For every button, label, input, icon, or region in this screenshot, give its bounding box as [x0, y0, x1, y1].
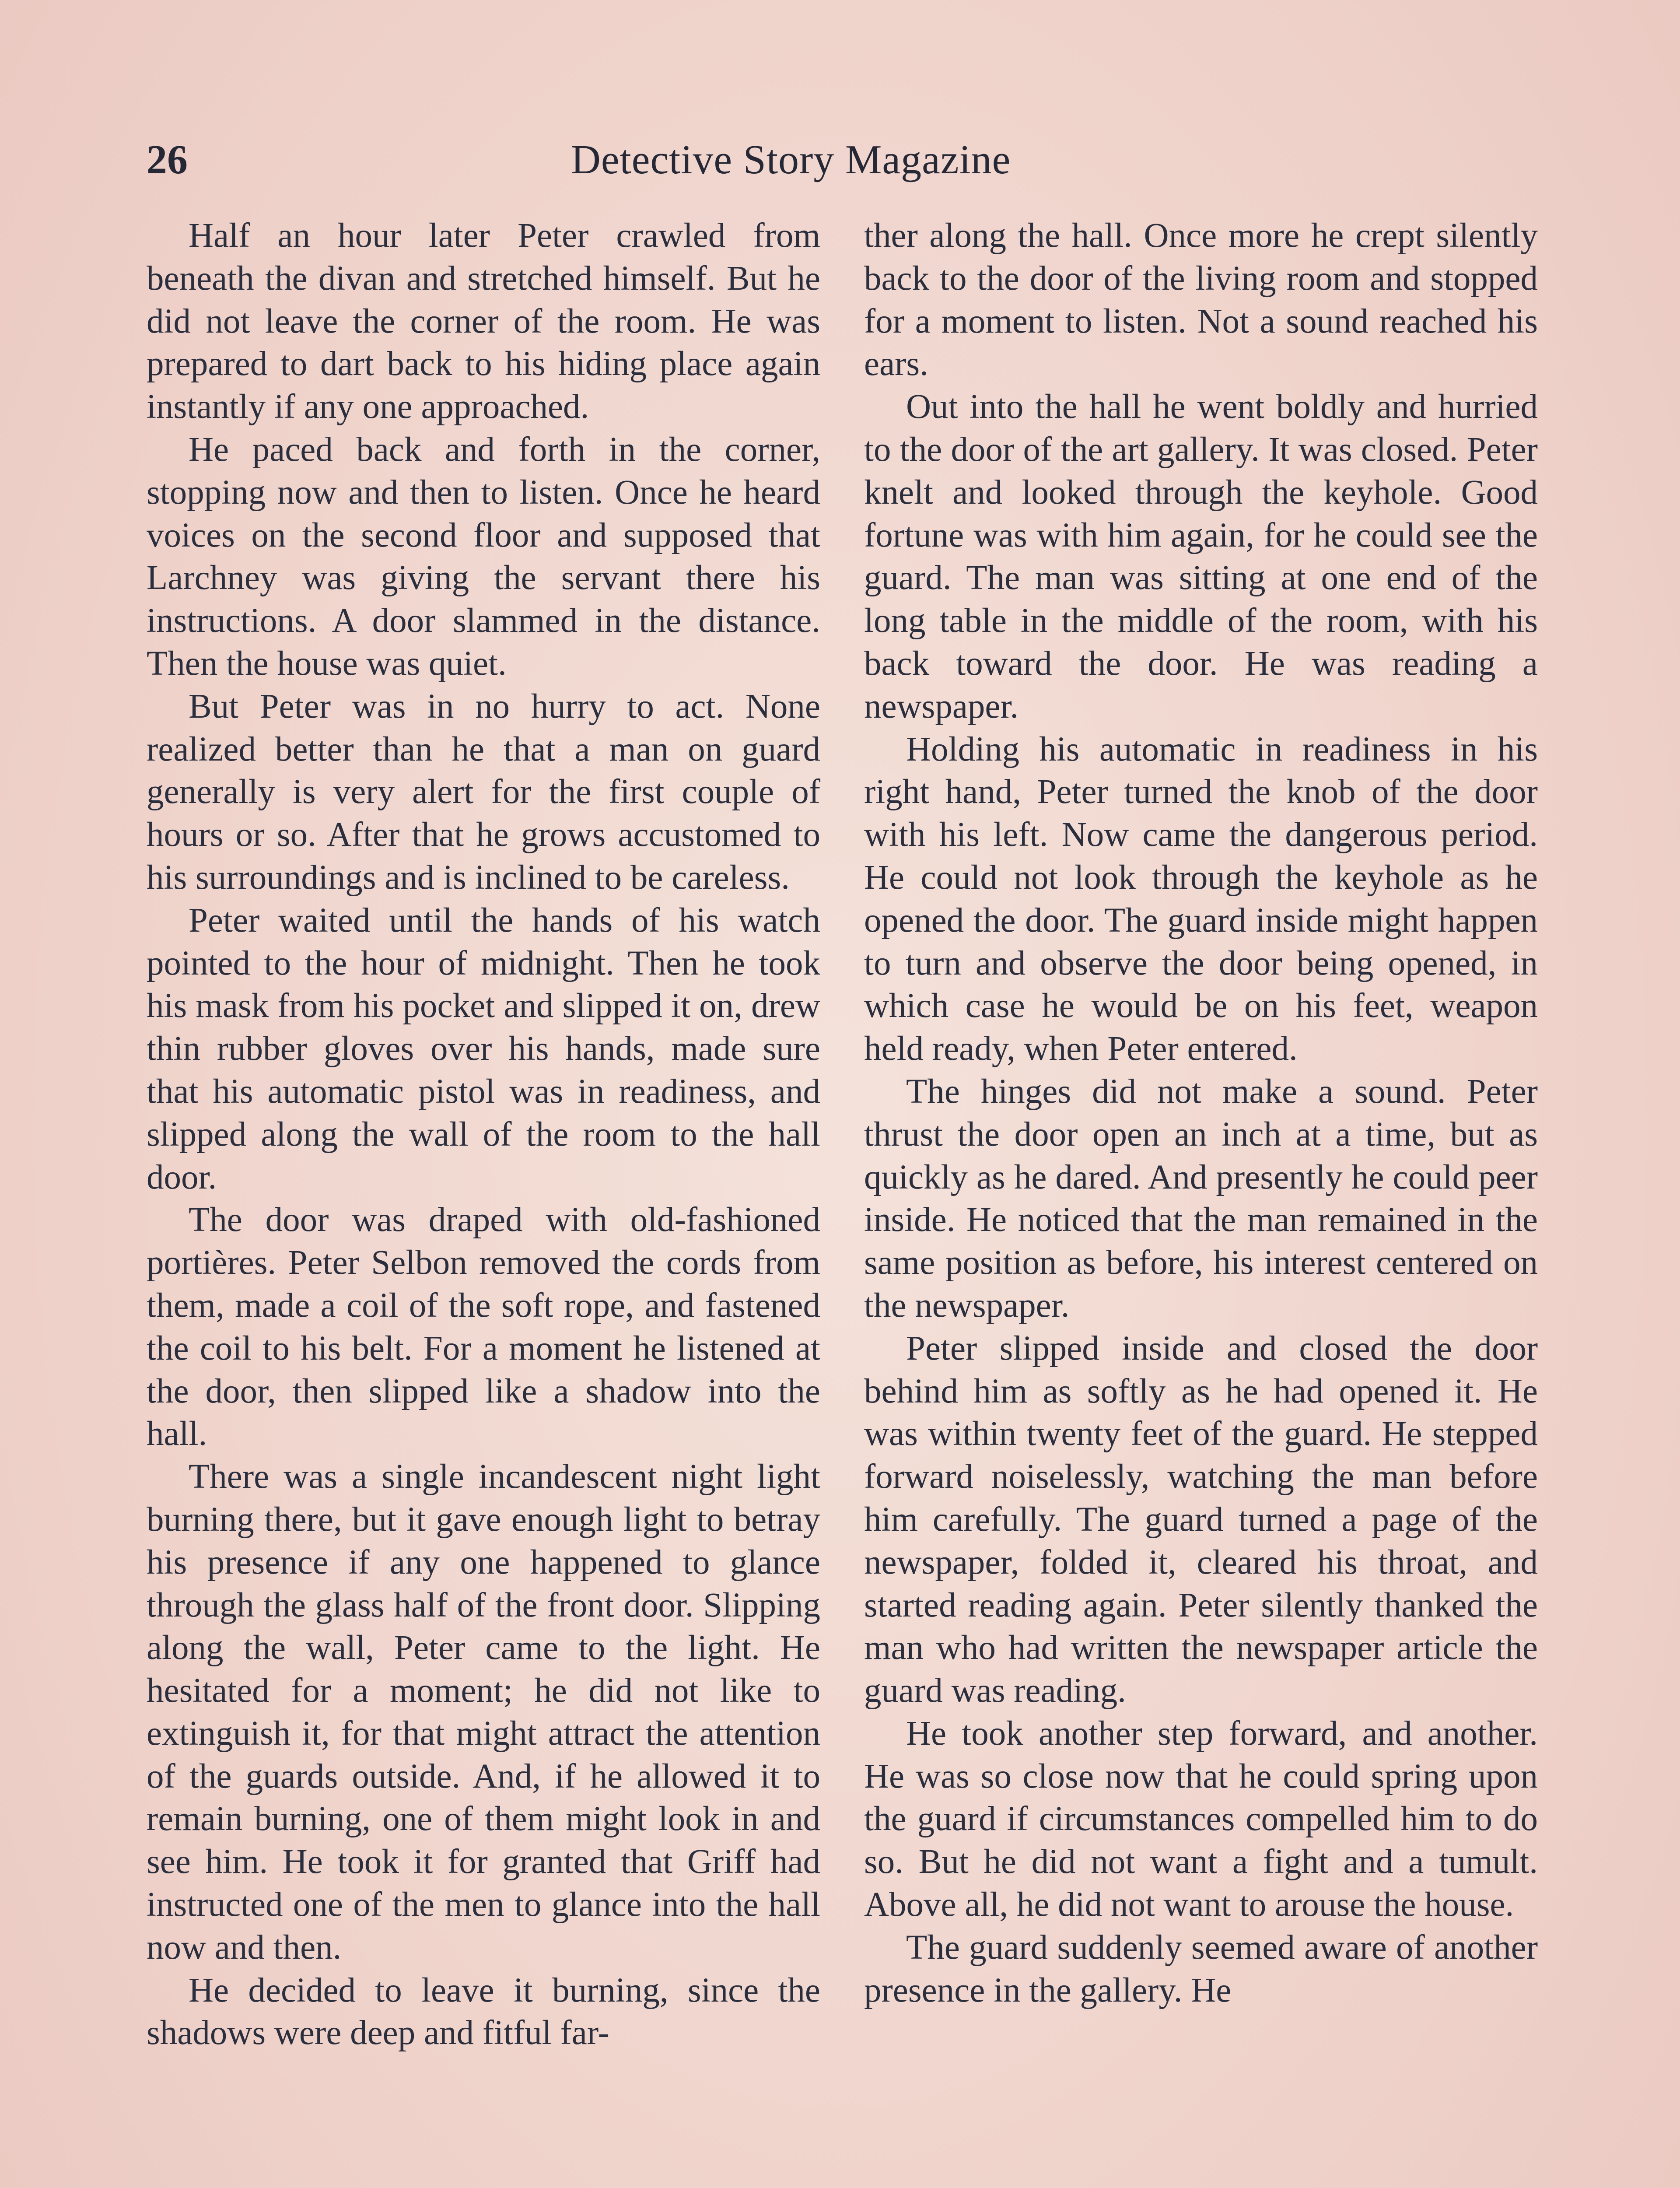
left-column [147, 214, 820, 2055]
paragraph: Peter slipped inside and closed the door behind him as softly as he had opened it. He was within twenty feet of the guard. He stepped forward noiselessly, watching the man before him carefully. The guard turned a page of the newspaper, folded it, cleared his throat, and started reading again. Peter silently thanked the man who had written the newspaper article the guard was reading. [864, 1329, 1538, 1710]
page-number: 26 [147, 137, 188, 182]
paragraph: Half an hour later Peter crawled from beneath the divan and stretched himself. But he did not leave the corner of the room. He was prepared to dart back to his hiding place again instantly if any one approached. [147, 217, 820, 426]
paragraph: The hinges did not make a sound. Peter thrust the door open an inch at a time, but as quickly as he dared. And presently he could peer inside. He noticed that the man remained in the same position as before, his interest centered on the newspaper. [864, 1072, 1538, 1325]
page-header [147, 131, 1547, 188]
paragraph: There was a single incandescent night light burning there, but it gave enough light to betray his presence if any one happened to glance through the glass half of the front door. Slipping along the wall, Peter came to the light. He hesitated for a moment; he did not like to extinguish it, for that might attract the attention of the guards outside. And, if he allowed it to remain burning, one of them might look in and see him. He took it for granted that Griff had instructed one of the men to glance into the hall now and then. [147, 1458, 820, 1967]
right-column [864, 214, 1538, 2012]
running-title: Detective Story Magazine [571, 137, 1011, 182]
paragraph: The door was draped with old-fashioned portières. Peter Selbon removed the cords from them, made a coil of the soft rope, and fastened the coil to his belt. For a moment he listened at the door, then slipped like a shadow into the hall. [147, 1201, 820, 1453]
paragraph: He decided to leave it burning, since the shadows were deep and fitful far- [147, 1971, 820, 2052]
paragraph: Holding his automatic in readiness in his right hand, Peter turned the knob of the door with his left. Now came the dangerous period. He could not look through the keyhole as he opened the door. The guard inside might happen to turn and observe the door being opened, in which case he would be on his feet, weapon held ready, when Peter entered. [864, 730, 1538, 1068]
paragraph: But Peter was in no hurry to act. None realized better than he that a man on guard generally is very alert for the first couple of hours or so. After that he grows accustomed to his surroundings and is inclined to be careless. [147, 687, 820, 897]
paragraph: The guard suddenly seemed aware of another presence in the gallery. He [864, 1928, 1538, 2009]
paragraph-continued: ther along the hall. Once more he crept silently back to the door of the living room and stopped for a moment to listen. Not a sound reached his ears. [864, 217, 1538, 383]
paragraph: He paced back and forth in the corner, stopping now and then to listen. Once he heard voices on the second floor and supposed that Larchney was giving the servant there his instructions. A door slammed in the distance. Then the house was quiet. [147, 430, 820, 683]
paragraph: He took another step forward, and another. He was so close now that he could spring upon the guard if circumstances compelled him to do so. But he did not want a fight and a tumult. Above all, he did not want to arouse the house. [864, 1714, 1538, 1924]
paragraph: Peter waited until the hands of his watch pointed to the hour of midnight. Then he took his mask from his pocket and slipped it on, drew thin rubber gloves over his hands, made sure that his automatic pistol was in readiness, and slipped along the wall of the room to the hall door. [147, 901, 820, 1196]
paragraph: Out into the hall he went boldly and hurried to the door of the art gallery. It was closed. Peter knelt and looked through the keyhole. Good fortune was with him again, for he could see the guard. The man was sitting at one end of the long table in the middle of the room, with his back toward the door. He was reading a newspaper. [864, 388, 1538, 726]
